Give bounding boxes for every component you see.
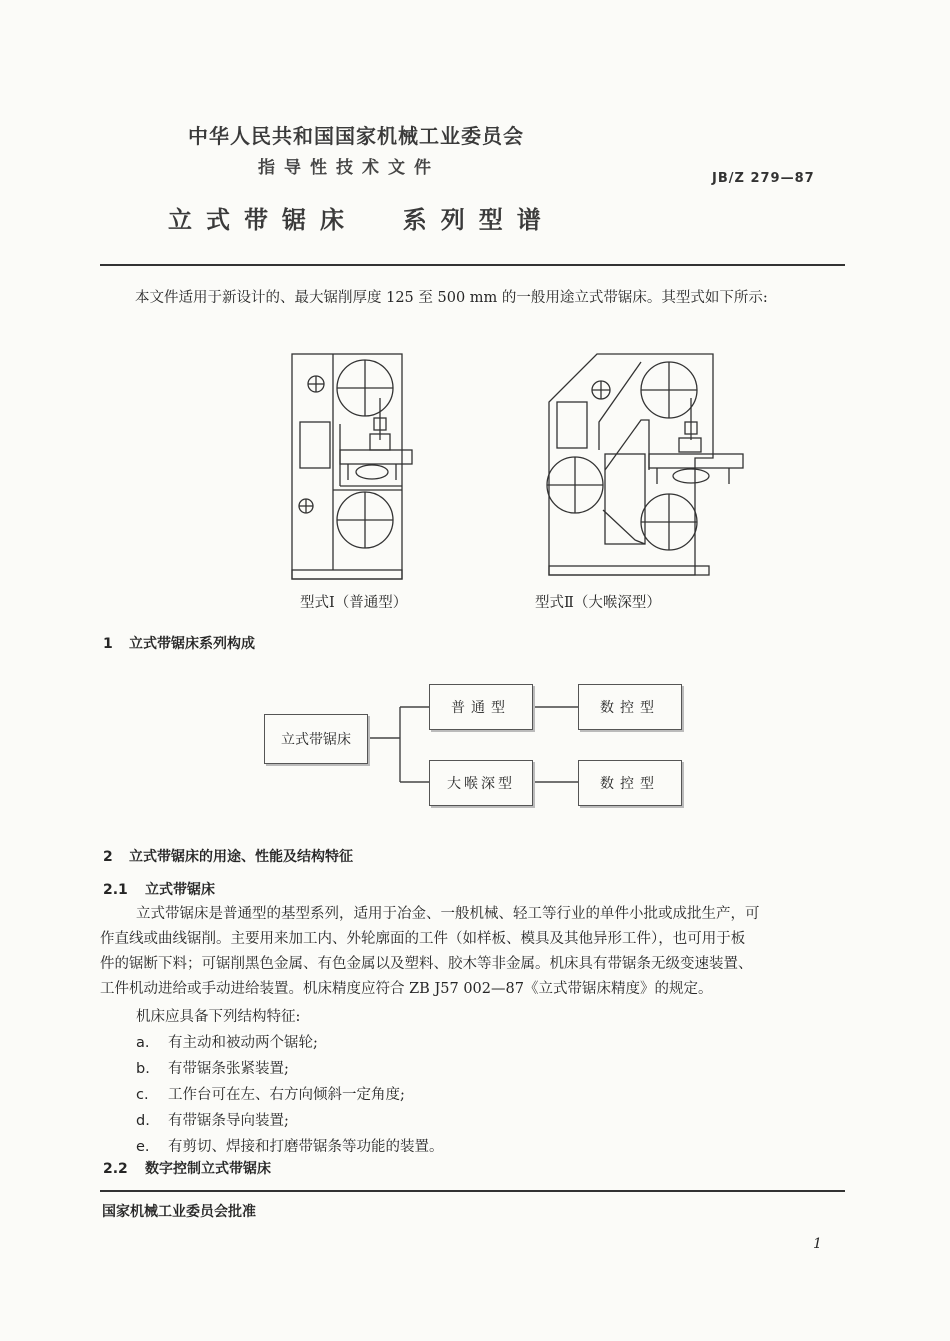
document-type: 指导性技术文件 xyxy=(258,158,440,178)
list-item xyxy=(136,1134,444,1160)
section-1-number: 1 xyxy=(103,636,113,652)
subsection-2-2-title: 数字控制立式带锯床 xyxy=(145,1161,271,1177)
section-2-number: 2 xyxy=(103,849,113,865)
tree-branch2-child-label: 数控型 xyxy=(600,776,660,792)
list-item-text: 有带锯条张紧装置; xyxy=(168,1061,289,1077)
page-number: 1 xyxy=(813,1236,822,1252)
list-item-label: e. xyxy=(136,1139,150,1155)
list-item-label: a. xyxy=(136,1035,150,1051)
list-item-label: d. xyxy=(136,1113,150,1129)
list-item-text: 有主动和被动两个锯轮; xyxy=(168,1035,318,1051)
tree-root-label: 立式带锯床 xyxy=(281,732,351,748)
paragraph-line: 工件机动进给或手动进给装置。机床精度应符合 ZB J57 002—87《立式带锯床精度》的规定。 xyxy=(100,981,713,997)
footer-rule xyxy=(100,1190,845,1192)
intro-paragraph: 本文件适用于新设计的、最大锯削厚度 125 至 500 mm 的一般用途立式带锯床。其型式如下所示: xyxy=(135,290,768,306)
document-title: 立式带锯床 系列型谱 xyxy=(168,206,555,234)
list-item-text: 工作台可在左、右方向倾斜一定角度; xyxy=(168,1087,405,1103)
tree-branch2-child-box xyxy=(578,760,682,806)
paragraph-line: 作直线或曲线锯削。主要用来加工内、外轮廓面的工件（如样板、模具及其他异形工件），也可用于板 xyxy=(100,931,746,947)
paragraph-line: 件的锯断下料；可锯削黑色金属、有色金属以及塑料、胶木等非金属。机床具有带锯条无级变速装置、 xyxy=(100,956,753,972)
section-2-title: 立式带锯床的用途、性能及结构特征 xyxy=(129,849,353,865)
list-item-text: 有剪切、焊接和打磨带锯条等功能的装置。 xyxy=(168,1139,444,1155)
tree-root-box xyxy=(264,714,368,764)
subsection-2-2-heading xyxy=(103,1158,271,1178)
document-number: JB/Z 279—87 xyxy=(712,171,815,186)
features-intro: 机床应具备下列结构特征: xyxy=(136,1009,301,1025)
tree-branch1-label: 普通型 xyxy=(451,700,511,716)
approval-statement: 国家机械工业委员会批准 xyxy=(102,1204,256,1220)
tree-branch1-child-label: 数控型 xyxy=(600,700,660,716)
list-item xyxy=(136,1082,444,1108)
tree-branch1-child-box xyxy=(578,684,682,730)
subsection-2-2-number: 2.2 xyxy=(103,1161,128,1177)
list-item xyxy=(136,1056,444,1082)
tree-branch2-label: 大喉深型 xyxy=(447,776,515,792)
features-list xyxy=(136,1004,444,1160)
subsection-2-1-title: 立式带锯床 xyxy=(145,882,215,898)
issuing-organization: 中华人民共和国国家机械工业委员会 xyxy=(188,124,524,148)
subsection-2-1-paragraph xyxy=(100,902,840,1002)
list-item-label: b. xyxy=(136,1061,150,1077)
tree-branch1-box xyxy=(429,684,533,730)
type2-caption: 型式Ⅱ（大喉深型） xyxy=(535,595,661,611)
paragraph-line: 立式带锯床是普通型的基型系列，适用于冶金、一般机械、轻工等行业的单件小批或成批生产，可 xyxy=(136,906,760,922)
list-item-label: c. xyxy=(136,1087,149,1103)
subsection-2-1-heading xyxy=(103,879,215,899)
type1-caption: 型式Ⅰ（普通型） xyxy=(300,595,408,611)
section-1-title: 立式带锯床系列构成 xyxy=(129,636,255,652)
list-item xyxy=(136,1030,444,1056)
list-item-text: 有带锯条导向装置; xyxy=(168,1113,289,1129)
list-item xyxy=(136,1108,444,1134)
section-2-heading xyxy=(103,846,353,866)
subsection-2-1-number: 2.1 xyxy=(103,882,128,898)
tree-branch2-box xyxy=(429,760,533,806)
